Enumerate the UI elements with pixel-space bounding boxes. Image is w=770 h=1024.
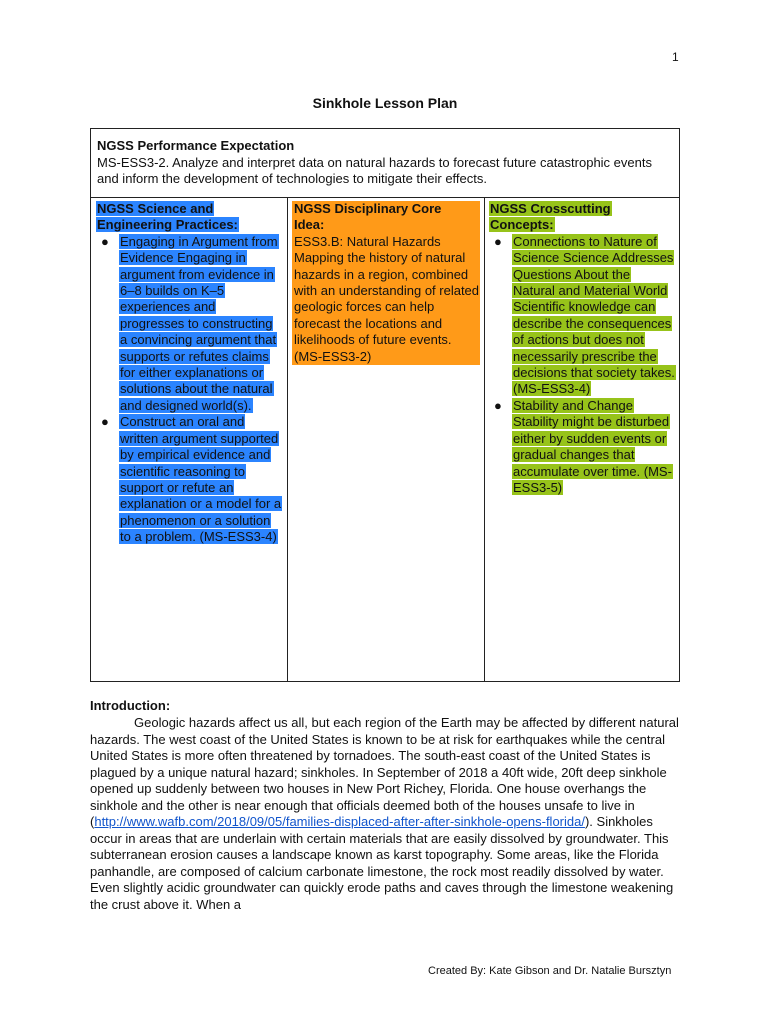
crosscutting-heading-line2: Concepts: <box>490 217 554 233</box>
practices-heading-line1: NGSS Science and <box>97 201 214 216</box>
column-divider <box>287 197 288 682</box>
introduction-text-before-link: Geologic hazards affect us all, but each region of the Earth may be affected by different natural hazards. The west coast of the United States is known to be at risk for earthquakes while the central United States is more often threatened by tornadoes. The south-east coast of the United States is plagued by a unique natural hazard; sinkholes. In September of 2018 a 40ft wide, 20ft deep sinkhole opened up suddenly between two houses in New Port Richey, Florida. One house overhangs the sinkhole and the other is near enough that officials deemed both of the houses unsafe to live in ( <box>90 715 679 829</box>
crosscutting-bullet-1 <box>494 233 675 398</box>
document-title: Sinkhole Lesson Plan <box>312 95 458 111</box>
bullet-icon: ● <box>494 397 502 413</box>
bullet-icon: ● <box>494 233 502 249</box>
introduction-heading: Introduction: <box>90 698 171 713</box>
practices-bullet-2 <box>101 414 282 545</box>
news-article-link[interactable]: http://www.wafb.com/2018/09/05/families-displaced-after-after-sinkhole-opens-florida/ <box>94 814 585 829</box>
footer-credits: Created By: Kate Gibson and Dr. Natalie Bursztyn <box>428 965 672 977</box>
core-idea-text: ESS3.B: Natural Hazards Mapping the history of natural hazards in a region, combined with an understanding of related geologic forces can help forecast the locations and likelihoods of future events. (MS-ESS3-2) <box>294 233 480 364</box>
practices-list <box>101 233 282 546</box>
practices-cell <box>96 201 282 546</box>
crosscutting-bullet-2-text: Stability and Change Stability might be disturbed either by sudden events or gradual changes that accumulate over time. (MS-ESS3-5) <box>513 397 672 495</box>
performance-expectation-text: MS-ESS3-2. Analyze and interpret data on natural hazards to forecast future catastrophic events and inform the development of technologies to mitigate their effects. <box>97 155 652 186</box>
crosscutting-cell <box>489 201 677 496</box>
core-idea-heading-line2: Idea: <box>294 217 325 233</box>
crosscutting-list <box>494 233 675 497</box>
crosscutting-bullet-2 <box>494 397 675 496</box>
introduction-paragraph <box>90 715 680 913</box>
bullet-icon: ● <box>101 233 109 249</box>
core-idea-cell <box>292 201 480 365</box>
practices-heading-line2: Engineering Practices: <box>97 217 238 233</box>
crosscutting-heading-line1: NGSS Crosscutting <box>490 201 611 216</box>
practices-bullet-1-text: Engaging in Argument from Evidence Engaging in argument from evidence in 6–8 builds on K–5 experiences and progresses to constructing a convincing argument that supports or refutes claims for either explanations or solutions about the natural and designed world(s). <box>120 233 278 413</box>
core-idea-heading-line1: NGSS Disciplinary Core <box>294 201 442 216</box>
core-idea-block <box>292 201 480 365</box>
crosscutting-bullet-1-text: Connections to Nature of Science Science Addresses Questions About the Natural and Material World Scientific knowledge can describe the consequences of actions but does not necessarily prescribe the decisions that society takes. (MS-ESS3-4) <box>513 233 675 397</box>
introduction-text-after-link: ). Sinkholes occur in areas that are underlain with certain materials that are easily dissolved by groundwater. This subterranean erosion causes a landscape known as karst topography. Some areas, like the Florida panhandle, are composed of calcium carbonate limestone, the rock most readily dissolved by water. Even slightly acidic groundwater can quickly erode paths and caves through the limestone weakening the crust above it. When a <box>90 814 674 912</box>
page-number: 1 <box>672 50 679 64</box>
practices-bullet-1 <box>101 233 282 414</box>
performance-expectation-heading: NGSS Performance Expectation <box>97 138 295 153</box>
standards-table <box>90 128 680 682</box>
performance-expectation-row <box>91 129 679 198</box>
bullet-icon: ● <box>101 414 109 430</box>
practices-bullet-2-text: Construct an oral and written argument supported by empirical evidence and scientific reasoning to support or refute an explanation or a model for a phenomenon or a solution to a problem. (MS-ESS3-4) <box>120 414 282 545</box>
column-divider <box>484 197 485 682</box>
